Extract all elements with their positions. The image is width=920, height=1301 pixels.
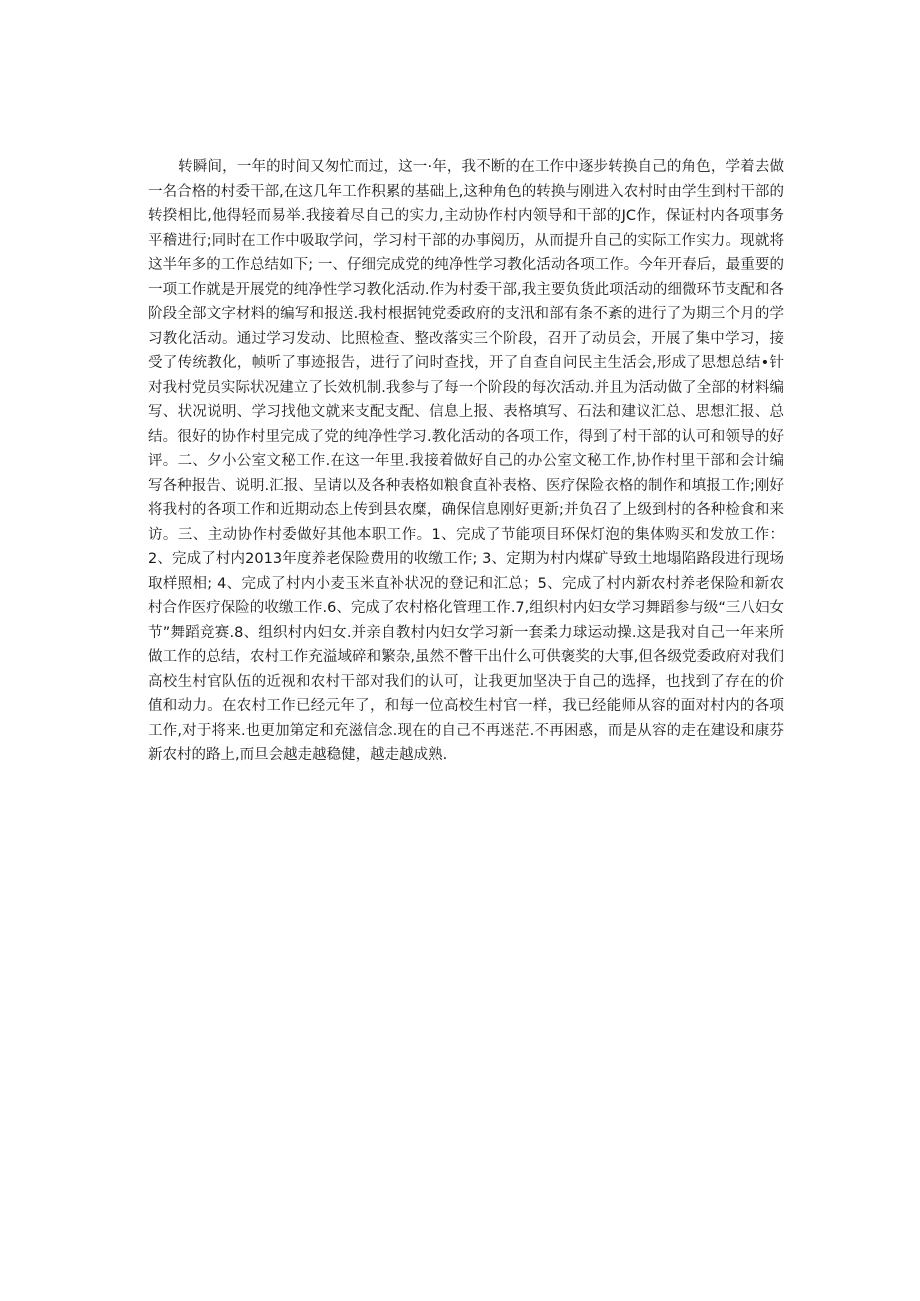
body-text: 转瞬间，一年的时间又匆忙而过，这一·年，我不断的在工作中逐步转换自己的角色，学着去做一名合格的村委干部,在这几年工作积累的基础上,这种角色的转换与刚进入农村时由学生到村干部的转揆相比,他得轻而易举.我接着尽自己的实力,主动协作村内领导和干部的JC作，保证村内各项事务平稽进行;同时在工作中吸取学问，学习村干部的办事阅历，从而提升自己的实际工作实力。现就将这半年多的工作总结如下; 一、仔细完成党的纯净性学习教化活动各项工作。今年开春后，最重要的一项工作就是开展党的纯净性学习教化活动.作为村委干部,我主要负货此项活动的细微环节支配和各阶段全部文字材料的编写和报送.我村根据钝党委政府的支汛和部有条不紊的进行了为期三个月的学习教化活动。通过学习发动、比照检查、整改落实三个阶段，召开了动员会，开展了集中学习，接受了传统教化，帧听了事迹报告，进行了问时查找，开了自查自问民主生活会,形成了思想总结•针对我村党员实际状况建立了长效机制.我参与了每一个阶段的每次活动.并且为活动做了全部的材料编写、状况说明、学习找他文就来支配支配、信息上报、表格填写、石法和建议汇总、思想汇报、总结。很好的协作村里完成了党的纯净性学习.教化活动的各项工作，得到了村干部的认可和领导的好评。二、夕小公室文秘工作.在这一年里.我接着做好自己的办公室文秘工作,协作村里干部和会计编写各种报告、说明.汇报、呈请以及各种表格如粮食直补表格、医疗保险衣格的制作和填报工作;刚好将我村的各项工作和近期动态上传到县农糜，确保信息刚好更新;并负召了上级到村的各种检食和来访。三、主动协作村委做好其他本职工作。1、完成了节能项目环保灯泡的集体购买和发放工作：2、完成了村内2013年度养老保险费用的收缴工作; 3、定期为村内煤矿导致土地塌陷路段进行现场取样照相; 4、完成了村内小麦玉米直补状况的登记和汇总；5、完成了村内新农村养老保险和新农村合作医疗保险的收缴工作.6、完成了农村格化管理工作.7,组织村内妇女学习舞蹈参与级“三八妇女节”舞蹈竞赛.8、组织村内妇女.并亲自教村内妇女学习新一套柔力球运动操.这是我对自己一年来所做工作的总结，农村工作充溢域碎和繁杂,虽然不瞥干出什么可供褒奖的大事,但各级党委政府对我们高校生村官队伍的近视和农村干部对我们的认可，让我更加坚决于自己的选择，也找到了存在的价值和动力。在农村工作已经元年了，和每一位高校生村官一样，我已经能师从容的面对村内的各项工作,对于将来.也更加第定和充滋信念.现在的自己不再迷茫.不再困惑，而是从容的走在建设和康芬新农村的路上,而旦会越走越稳健，越走越成熟. xyxy=(148,159,784,763)
body-paragraph xyxy=(148,155,784,768)
